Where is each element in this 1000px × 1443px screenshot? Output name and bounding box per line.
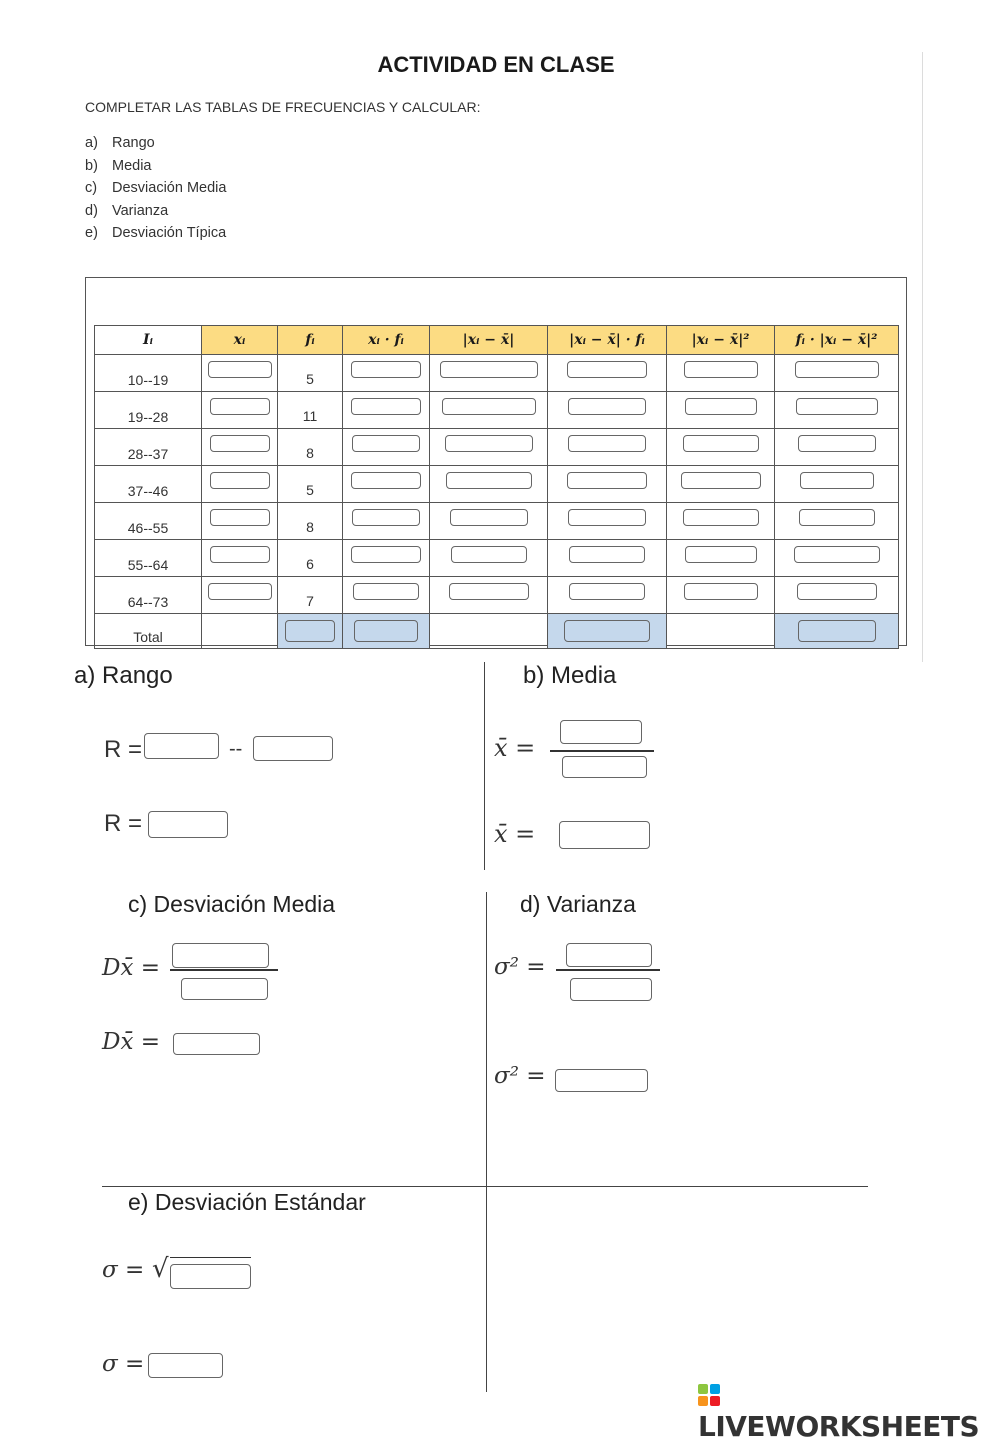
xi-fi-cell: [343, 503, 430, 540]
instruction-text: COMPLETAR LAS TABLAS DE FRECUENCIAS Y CALCULAR:: [85, 99, 481, 115]
answer-input[interactable]: [351, 472, 421, 489]
interval-cell: 64--73: [95, 577, 202, 614]
media-fraction-line: [550, 750, 654, 752]
abs-dev-fi-cell: [548, 466, 667, 503]
fi-sq-dev-cell: [775, 503, 899, 540]
header-abs-dev: |xᵢ − x̄|: [430, 326, 548, 355]
answer-input[interactable]: [685, 546, 757, 563]
answer-input[interactable]: [351, 361, 421, 378]
answer-input[interactable]: [681, 472, 761, 489]
header-xi: xᵢ: [202, 326, 278, 355]
logo-square: [710, 1396, 720, 1406]
fi-sq-dev-cell: [775, 540, 899, 577]
task-list: [85, 132, 226, 245]
sq-dev-cell: [667, 466, 775, 503]
page-margin-line: [922, 52, 923, 662]
desviacion-media-symbol: Dx̄ =: [102, 955, 160, 981]
sq-dev-cell: [667, 540, 775, 577]
task-item: b) Media: [85, 157, 152, 174]
answer-input[interactable]: [797, 583, 877, 600]
xi-cell: [202, 540, 278, 577]
rango-max-input[interactable]: [144, 733, 219, 759]
desviacion-estandar-radicand-input[interactable]: [170, 1264, 251, 1289]
divider-horizontal: [102, 1186, 868, 1187]
xi-cell: [202, 466, 278, 503]
answer-input[interactable]: [568, 435, 646, 452]
sqrt-icon: √: [152, 1254, 169, 1284]
fi-cell: 8: [278, 503, 343, 540]
answer-input[interactable]: [798, 435, 876, 452]
table-row: [95, 355, 899, 392]
answer-input[interactable]: [684, 583, 758, 600]
answer-input[interactable]: [683, 509, 759, 526]
abs-dev-fi-cell: [548, 355, 667, 392]
answer-input[interactable]: [800, 472, 874, 489]
answer-input[interactable]: [442, 398, 536, 415]
liveworksheets-logo: [698, 1377, 1000, 1443]
interval-cell: 46--55: [95, 503, 202, 540]
answer-input[interactable]: [210, 435, 270, 452]
table-row: [95, 429, 899, 466]
table-row: [95, 577, 899, 614]
fi-sq-dev-cell: [775, 577, 899, 614]
fi-cell: 8: [278, 429, 343, 466]
answer-input[interactable]: [794, 546, 880, 563]
answer-input[interactable]: [351, 546, 421, 563]
xi-fi-cell: [343, 466, 430, 503]
section-title-desviacion-estandar: e) Desviación Estándar: [128, 1189, 366, 1215]
table-row: [95, 392, 899, 429]
divider-vertical-bottom: [486, 892, 487, 1392]
xi-fi-cell: [343, 392, 430, 429]
abs-dev-cell: [430, 503, 548, 540]
fi-cell: 7: [278, 577, 343, 614]
page-title: ACTIVIDAD EN CLASE: [377, 52, 615, 77]
abs-dev-fi-cell: [548, 392, 667, 429]
sq-dev-cell: [667, 429, 775, 466]
answer-input[interactable]: [796, 398, 878, 415]
logo-text: LIVEWORKSHEETS: [698, 1410, 980, 1443]
answer-input[interactable]: [569, 546, 645, 563]
interval-cell: 37--46: [95, 466, 202, 503]
table-row: [95, 540, 899, 577]
media-symbol: x̄ =: [494, 734, 536, 762]
total-empty-cell: [667, 614, 775, 649]
answer-input[interactable]: [451, 546, 527, 563]
section-title-media: b) Media: [523, 662, 617, 689]
total-label-cell: Total: [95, 614, 202, 649]
desviacion-estandar-result-input[interactable]: [148, 1353, 223, 1378]
sq-dev-cell: [667, 503, 775, 540]
answer-input[interactable]: [569, 583, 645, 600]
header-fi: fᵢ: [278, 326, 343, 355]
header-xi-fi: xᵢ · fᵢ: [343, 326, 430, 355]
interval-cell: 10--19: [95, 355, 202, 392]
answer-input[interactable]: [445, 435, 533, 452]
frequency-table: [94, 325, 899, 649]
answer-input[interactable]: [351, 398, 421, 415]
abs-dev-fi-cell: [548, 540, 667, 577]
desviacion-media-fraction-line: [170, 969, 278, 971]
desviacion-media-result-input[interactable]: [173, 1033, 260, 1055]
xi-fi-cell: [343, 355, 430, 392]
xi-cell: [202, 355, 278, 392]
logo-square: [698, 1396, 708, 1406]
task-item: e) Desviación Típica: [85, 225, 227, 241]
answer-input[interactable]: [799, 509, 875, 526]
fi-sq-dev-cell: [775, 392, 899, 429]
total-empty-cell: [202, 614, 278, 649]
varianza-numerator-input[interactable]: [566, 943, 652, 967]
task-item: c) Desviación Media: [85, 180, 227, 196]
varianza-symbol: σ² =: [494, 954, 546, 980]
answer-input[interactable]: [795, 361, 879, 378]
table-row: [95, 466, 899, 503]
media-result-input[interactable]: [559, 821, 650, 849]
total-abs-dev-fi-input[interactable]: [564, 620, 650, 642]
section-title-desviacion-media: c) Desviación Media: [128, 891, 336, 917]
answer-input[interactable]: [684, 361, 758, 378]
task-item: d) Varianza: [85, 202, 169, 219]
abs-dev-cell: [430, 540, 548, 577]
fi-cell: 5: [278, 466, 343, 503]
xi-fi-cell: [343, 540, 430, 577]
answer-input[interactable]: [353, 583, 419, 600]
table-header-row: [95, 326, 899, 355]
total-abs-dev-fi-cell: [548, 614, 667, 649]
sq-dev-cell: [667, 577, 775, 614]
fi-sq-dev-cell: [775, 355, 899, 392]
total-fi-cell: [278, 614, 343, 649]
sq-dev-cell: [667, 392, 775, 429]
total-fi-input[interactable]: [285, 620, 335, 642]
answer-input[interactable]: [568, 509, 646, 526]
answer-input[interactable]: [210, 398, 270, 415]
answer-input[interactable]: [568, 398, 646, 415]
section-title-rango: a) Rango: [74, 662, 173, 689]
desviacion-estandar-result-symbol: σ =: [102, 1351, 145, 1377]
header-sq-dev: |xᵢ − x̄|²: [667, 326, 775, 355]
xi-cell: [202, 503, 278, 540]
xi-cell: [202, 577, 278, 614]
logo-square: [698, 1384, 708, 1394]
answer-input[interactable]: [440, 361, 538, 378]
varianza-result-input[interactable]: [555, 1069, 648, 1092]
total-fi-sq-dev-input[interactable]: [798, 620, 876, 642]
fi-cell: 6: [278, 540, 343, 577]
answer-input[interactable]: [683, 435, 759, 452]
abs-dev-fi-cell: [548, 577, 667, 614]
media-denominator-input[interactable]: [562, 756, 647, 778]
answer-input[interactable]: [208, 361, 272, 378]
table-total-row: [95, 614, 899, 649]
varianza-fraction-line: [556, 969, 660, 971]
media-result-symbol: x̄ =: [494, 820, 536, 848]
interval-cell: 55--64: [95, 540, 202, 577]
varianza-result-symbol: σ² =: [494, 1063, 546, 1089]
desviacion-media-numerator-input[interactable]: [172, 943, 269, 968]
sq-dev-cell: [667, 355, 775, 392]
answer-input[interactable]: [210, 509, 270, 526]
abs-dev-fi-cell: [548, 429, 667, 466]
total-xi-fi-input[interactable]: [354, 620, 418, 642]
rango-result-input[interactable]: [148, 811, 228, 838]
rango-separator: --: [229, 738, 243, 760]
header-abs-dev-fi: |xᵢ − x̄| · fᵢ: [548, 326, 667, 355]
desviacion-estandar-symbol: σ =: [102, 1257, 145, 1283]
answer-input[interactable]: [446, 472, 532, 489]
rango-min-input[interactable]: [253, 736, 333, 761]
xi-cell: [202, 429, 278, 466]
rango-result-label: R =: [104, 810, 143, 837]
desviacion-media-denominator-input[interactable]: [181, 978, 268, 1000]
xi-fi-cell: [343, 429, 430, 466]
answer-input[interactable]: [567, 361, 647, 378]
answer-input[interactable]: [352, 509, 420, 526]
answer-input[interactable]: [567, 472, 647, 489]
section-title-varianza: d) Varianza: [520, 891, 636, 917]
divider-vertical-top: [484, 662, 485, 870]
answer-input[interactable]: [210, 546, 270, 563]
xi-fi-cell: [343, 577, 430, 614]
total-xi-fi-cell: [343, 614, 430, 649]
media-numerator-input[interactable]: [560, 720, 642, 744]
rango-label: R =: [104, 736, 143, 763]
abs-dev-cell: [430, 577, 548, 614]
abs-dev-cell: [430, 429, 548, 466]
logo-icon: [698, 1384, 720, 1406]
fi-sq-dev-cell: [775, 466, 899, 503]
total-empty-cell: [430, 614, 548, 649]
logo-square: [710, 1384, 720, 1394]
xi-cell: [202, 392, 278, 429]
interval-cell: 28--37: [95, 429, 202, 466]
abs-dev-cell: [430, 466, 548, 503]
answer-input[interactable]: [352, 435, 420, 452]
desviacion-media-result-symbol: Dx̄ =: [102, 1029, 160, 1055]
fi-cell: 5: [278, 355, 343, 392]
answer-input[interactable]: [208, 583, 272, 600]
varianza-denominator-input[interactable]: [570, 978, 652, 1001]
abs-dev-fi-cell: [548, 503, 667, 540]
abs-dev-cell: [430, 392, 548, 429]
table-row: [95, 503, 899, 540]
answer-input[interactable]: [449, 583, 529, 600]
total-fi-sq-dev-cell: [775, 614, 899, 649]
answer-input[interactable]: [210, 472, 270, 489]
interval-cell: 19--28: [95, 392, 202, 429]
task-item: a) Rango: [85, 135, 155, 151]
fi-sq-dev-cell: [775, 429, 899, 466]
fi-cell: 11: [278, 392, 343, 429]
answer-input[interactable]: [685, 398, 757, 415]
abs-dev-cell: [430, 355, 548, 392]
header-fi-sq-dev: fᵢ · |xᵢ − x̄|²: [775, 326, 899, 355]
answer-input[interactable]: [450, 509, 528, 526]
header-interval: Iᵢ: [95, 326, 202, 355]
sqrt-bar: [170, 1257, 251, 1258]
